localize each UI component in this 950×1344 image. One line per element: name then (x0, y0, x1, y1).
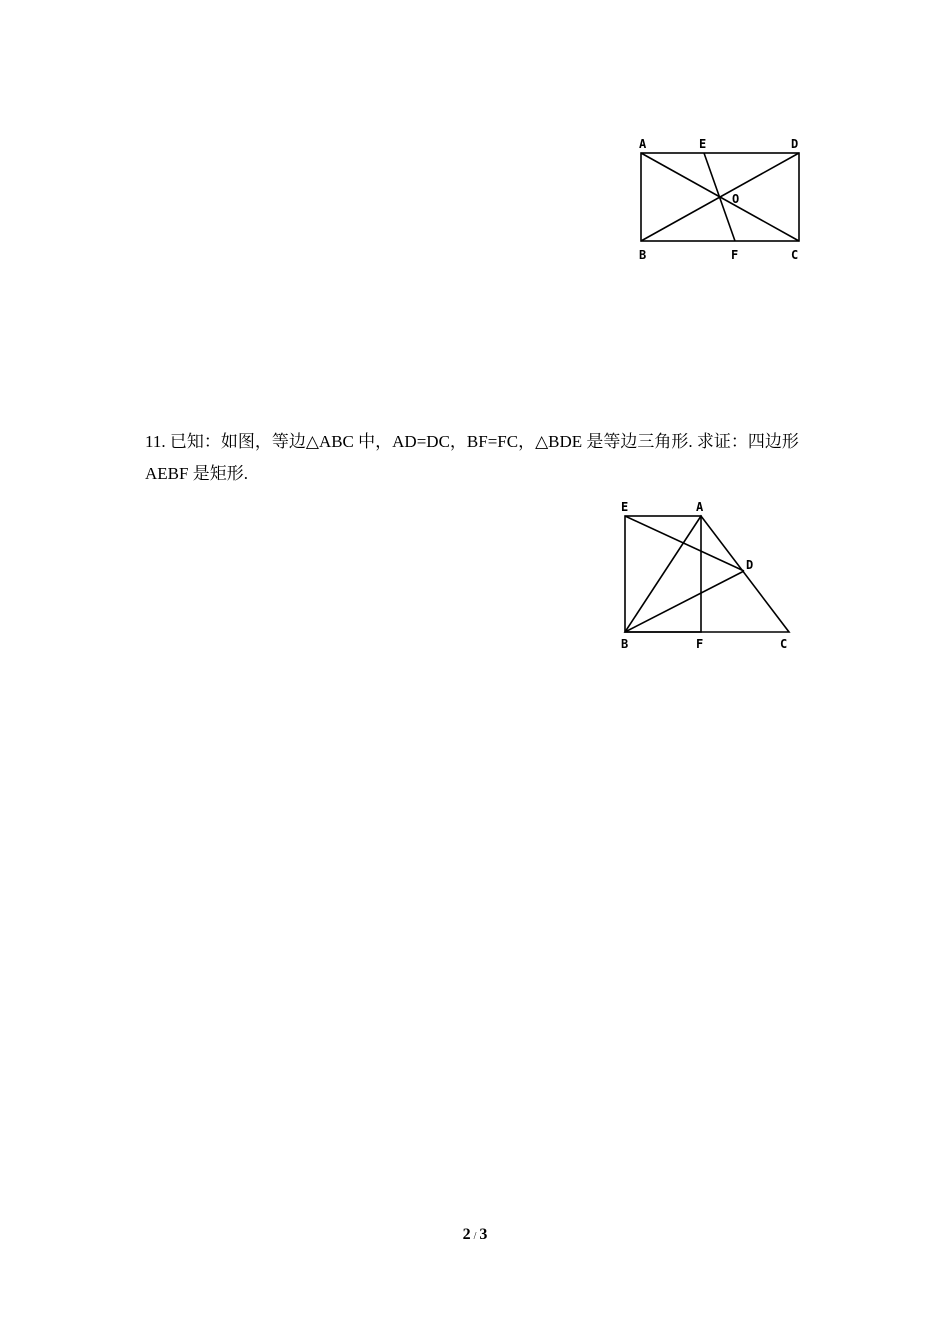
label-d: D (791, 137, 799, 151)
segment-ed (625, 516, 744, 571)
page-number (0, 1226, 950, 1244)
triangle-figure (612, 495, 807, 655)
page-separator: / (473, 1231, 477, 1242)
label-e: E (699, 137, 707, 151)
label-b: B (639, 248, 647, 262)
label-a: A (639, 137, 647, 151)
label-d: D (746, 558, 754, 572)
total-pages: 3 (479, 1226, 488, 1243)
label-c: C (780, 637, 788, 651)
current-page: 2 (462, 1226, 471, 1243)
segment-ef (704, 153, 735, 241)
problem-11: 11. 已知：如图，等边△ABC 中，AD=DC，BF=FC，△BDE 是等边三角形. 求证：四边形 AEBF 是矩形. (145, 432, 799, 483)
label-f: F (696, 637, 704, 651)
label-c: C (791, 248, 799, 262)
segment-bd (625, 571, 744, 632)
label-a: A (696, 500, 704, 514)
label-f: F (731, 248, 739, 262)
rectangle-figure (628, 130, 818, 270)
label-o: O (732, 192, 740, 206)
label-b: B (621, 637, 629, 651)
triangle-abc (625, 516, 789, 632)
label-e: E (621, 500, 629, 514)
